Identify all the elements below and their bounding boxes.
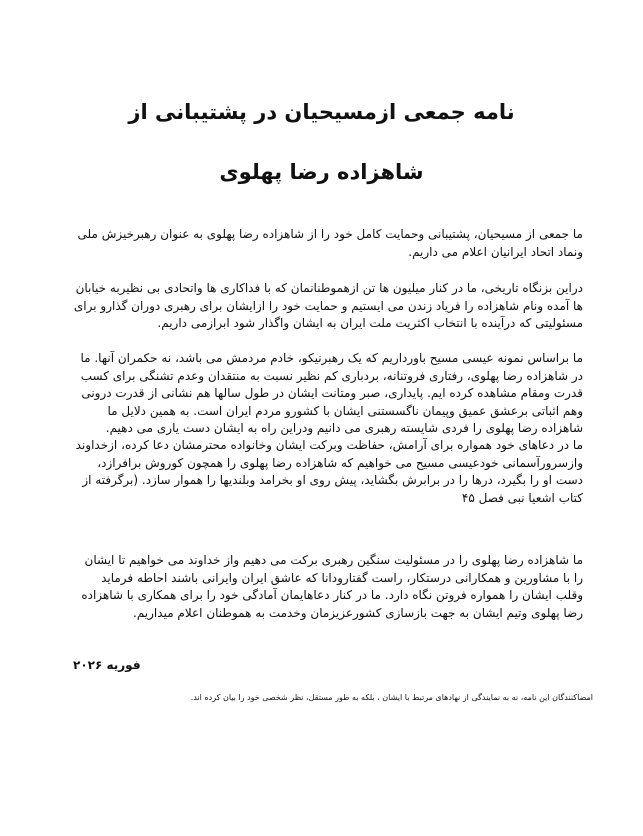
signatories-footnote: امضاکنندگان این نامه، نه به نمایندگی از نهادهای مرتبط با ایشان ، بلکه به طور مستقل، نظر شخصی خود را بیان کرده اند. xyxy=(190,693,593,702)
paragraph-2: دراین بزنگاه تاریخی، ما در کنار میلیون ها تن ازهموطنانمان که با فداکاری ها واتحادی بی نظیربه خیابان ها آمده ونام شاهزاده را فریاد زندن می ایستیم و حمایت خود را ازایشان برای رهبری دوران گذارو برای مسئولیتی که درآینده با انتخاب اکثریت ملت ایران به ایشان واگذار شود ابرازمی داریم. xyxy=(73,281,583,330)
paragraph-1: ما جمعی از مسیحیان، پشتیبانی وحمایت کامل خود را از شاهزاده رضا پهلوی به عنوان رهبرخیزش ملی ونماد اتحاد ایرانیان اعلام می داریم. xyxy=(77,227,583,259)
document-date: فوریه ۲۰۲۶ xyxy=(73,658,141,672)
paragraph-3: ما براساس نمونه عیسی مسیح باورداریم که یک رهبرنیکو، خادم مردمش می باشد، نه حکمران آنها. ما در شاهزاده رضا پهلوی، رفتاری فروتنانه، بردباری کم نظیر نسبت به منتقدان وعدم تشنگی برای کسب قدرت ومقام مشاهده کرده ایم. پایداری، صبر ومتانت ایشان در طول سالها هم نشانی از قدرت درونی وهم اثباتی برعشق عمیق وپیمان ناگسستنی ایشان با کشورو مردم ایران است. به همین دلایل ما شاهزاده رضا پهلوی را فردی شایسته رهبری می دانیم ودراین راه به ایشان دست یاری می دهیم. xyxy=(80,351,583,435)
paragraph-5: ما شاهزاده رضا پهلوی را در مسئولیت سنگین رهبری برکت می دهیم واز خداوند می خواهیم تا ایشان را با مشاورین و همکارانی درستکار، راست گفتارودانا که عاشق ایران وایرانی باشند احاطه فرماید وقلب ایشان را همواره فروتن نگاه دارد. ما در کنار دعاهایمان آمادگی خود را برای همکاری با شاهزاده رضا پهلوی وتیم ایشان به جهت بازسازی کشورعزیزمان وخدمت به هموطنان اعلام میداریم. xyxy=(81,553,583,620)
document-title-line-1: نامه جمعی ازمسیحیان در پشتیبانی از xyxy=(128,100,515,124)
paragraph-4: ما در دعاهای خود همواره برای آرامش، حفاظت وبرکت ایشان وخانواده محترمشان دعا کرده، ازخداوند وازسرورآسمانی خودعیسی مسیح می خواهیم که شاهزاده رضا پهلوی را همچون کوروش برافرازد، دست او را بگیرد، درها را در برابرش بگشاید، پیش روی او بخرامد وبلندیها را هموار سازد. (برگرفته از کتاب اشعیا نبی فصل ۴۵ xyxy=(75,438,583,505)
document-title-line-2: شاهزاده رضا پهلوی xyxy=(219,160,424,184)
